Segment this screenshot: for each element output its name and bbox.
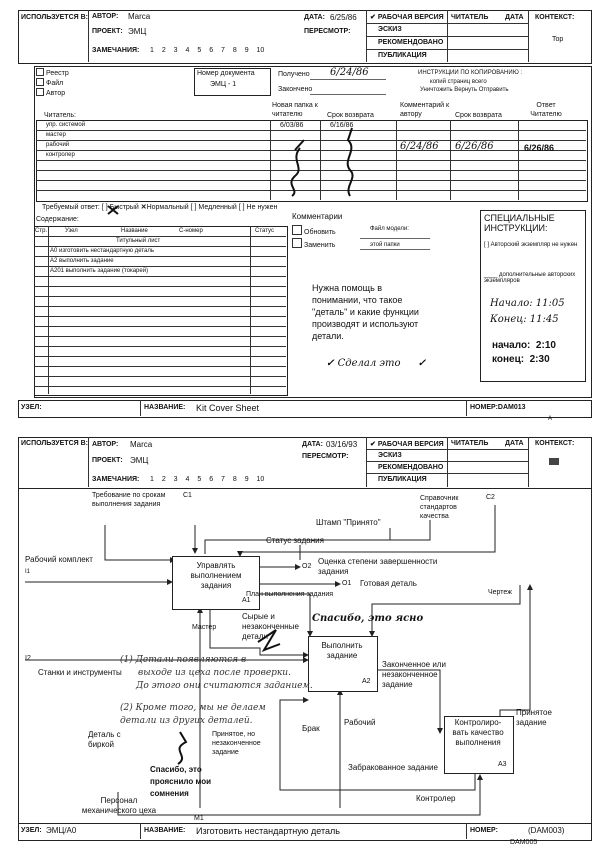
reader-label: ЧИТАТЕЛЬ <box>451 14 489 21</box>
status-publication[interactable]: ПУБЛИКАЦИЯ <box>378 476 427 483</box>
notes-numbers: 1 2 3 4 5 6 7 8 9 10 <box>150 47 265 54</box>
check-file[interactable]: Файл <box>36 78 63 87</box>
comments-date: 6/24/86 <box>400 141 439 152</box>
revision-label: ПЕРЕСМОТР: <box>304 28 351 35</box>
done-or-not-label: Законченное или незаконченное задание <box>382 660 446 689</box>
a2-number: A2 <box>362 678 371 685</box>
status-working[interactable]: ✔ РАБОЧАЯ ВЕРСИЯ <box>370 14 444 21</box>
note1b-hand: выходе из цеха после проверки. <box>138 668 291 678</box>
received-label: Получено <box>278 71 310 78</box>
return2-date: 6/26/86 <box>455 141 494 152</box>
col-answer: Ответ Читателю <box>530 102 562 118</box>
notes-label: ЗАМЕЧАНИЯ: <box>92 476 140 483</box>
comments-label: Комментарии <box>292 212 343 221</box>
reader-row: мастер <box>46 132 66 138</box>
kit-label: Рабочий комплект <box>25 555 93 564</box>
toc-row: А0 изготовить нестандартную деталь <box>50 248 155 254</box>
answer-required: Требуемый ответ: [ ] Быстрый ✕Нормальный [ ] Медленный [ ] Не нужен <box>42 204 278 211</box>
part-tag-label: Деталь с биркой <box>88 730 121 749</box>
col-return: Срок возврата <box>327 112 374 119</box>
node-label: УЗЕЛ: <box>21 404 42 411</box>
o2-label: O2 <box>302 563 312 570</box>
name-value: Kit Cover Sheet <box>196 403 260 413</box>
context-value: Top <box>552 36 564 43</box>
reader-row: контролер <box>46 152 75 158</box>
rejected-label: Забракованное задание <box>348 763 438 772</box>
start-time-hand: Начало: 11:05 <box>490 298 565 309</box>
return-date: 6/16/86 <box>330 122 354 129</box>
new-folder-date: 6/03/86 <box>280 122 304 129</box>
name-value: Изготовить нестандартную деталь <box>196 826 340 836</box>
received-value: 6/24/86 <box>330 67 369 78</box>
number-value-2: DAM005 <box>510 839 538 846</box>
date-value: 03/16/93 <box>326 440 358 449</box>
note2-hand: (2) Кроме того, мы не делаем детали из других деталей. <box>120 703 266 726</box>
project-label: ПРОЕКТ: <box>92 28 123 35</box>
check-author[interactable]: Автор <box>36 88 65 97</box>
i2-label: I2 <box>25 655 31 662</box>
staff-label: Персонал механического цеха <box>81 796 157 815</box>
check-registry[interactable]: Реестр <box>36 68 69 77</box>
toc-row: А2 выполнить задание <box>50 258 114 264</box>
doc-number-value: ЭМЦ - 1 <box>210 81 237 88</box>
col-return2: Срок возврата <box>455 112 502 119</box>
tools-label: Станки и инструменты <box>38 668 122 677</box>
status-draft[interactable]: ЭСКИЗ <box>378 26 402 33</box>
date-label: ДАТА: <box>304 14 325 21</box>
copy-instructions-line2: Уничтожить Вернуть Отправить <box>420 87 509 93</box>
name-label: НАЗВАНИЕ: <box>144 827 186 834</box>
o1-label: O1 <box>342 580 352 587</box>
worker-label: Рабочий <box>344 718 376 727</box>
ready-label: Готовая деталь <box>360 579 417 588</box>
reader-date-label: ДАТА <box>505 14 524 21</box>
m1-label: M1 <box>194 815 204 822</box>
handwritten-note: Нужна помощь в понимании, что такое "деталь" и какие функции производят и используют детали. <box>312 283 419 341</box>
status-label: Статус задания <box>266 536 324 545</box>
special-a: [ ] Авторский экземпляр не нужен <box>484 242 578 248</box>
reader-date-label: ДАТА <box>505 440 524 447</box>
name-label: НАЗВАНИЕ: <box>144 404 186 411</box>
reader-label: ЧИТАТЕЛЬ <box>451 440 489 447</box>
eval-label: Оценка степени завершенности задания <box>318 557 438 576</box>
doc-number-label: Номер документа <box>197 70 255 77</box>
toc-row: А201 выполнить задание (токарей) <box>50 268 149 274</box>
comments-replace[interactable]: Заменить <box>292 238 335 249</box>
thanks2-hand: Спасибо, это прояснило мои сомнения <box>150 765 212 798</box>
number-label: НОМЕР: <box>470 827 498 834</box>
reader-row: упр. системой <box>46 122 86 128</box>
date-label: ДАТА: <box>302 441 323 448</box>
c1-label: C1 <box>183 492 192 499</box>
node-value: ЭМЦ/А0 <box>46 826 77 835</box>
special-b: ____ дополнительные авторских экземпляров <box>484 272 576 284</box>
author-value: Marca <box>128 12 151 21</box>
toc-subheader: Титульный лист <box>116 238 161 244</box>
a2-title: Выполнить задание <box>321 641 363 660</box>
answer-date: 6/26/86 <box>524 143 555 153</box>
author-value: Marca <box>130 440 153 449</box>
node-label: УЗЕЛ: <box>21 827 42 834</box>
done-note: ✓ Сделал это ✓ <box>326 358 427 369</box>
a1-title: Управлять выполнением задания <box>190 561 242 590</box>
context-label: КОНТЕКСТ: <box>535 440 575 447</box>
finished-label: Закончено <box>278 86 313 93</box>
c2-label: C2 <box>486 494 495 501</box>
status-recommended[interactable]: РЕКОМЕНДОВАНО <box>378 39 444 46</box>
start-time: начало: 2:10 <box>492 340 556 351</box>
ref-label: Справочник стандартов качества <box>420 495 459 520</box>
status-draft[interactable]: ЭСКИЗ <box>378 452 402 459</box>
status-publication[interactable]: ПУБЛИКАЦИЯ <box>378 52 427 59</box>
notes-label: ЗАМЕЧАНИЯ: <box>92 47 140 54</box>
project-value: ЭМЦ <box>130 456 149 465</box>
controller-label: Контролер <box>416 794 456 803</box>
project-value: ЭМЦ <box>128 27 147 36</box>
author-label: АВТОР: <box>92 441 119 448</box>
footer-small: A <box>548 416 553 422</box>
accepted-nf-label: Принятое, но незаконченное задание <box>212 731 261 756</box>
master-label: Мастер <box>192 624 217 631</box>
stamp-label: Штамп "Принято" <box>316 518 381 527</box>
a3-number: A3 <box>498 761 507 768</box>
defect-label: Брак <box>302 724 320 733</box>
status-recommended[interactable]: РЕКОМЕНДОВАНО <box>378 464 444 471</box>
number-value: (DAM003) <box>528 826 565 835</box>
raw-label: Сырые и незаконченные детали <box>242 612 299 641</box>
model-file-label: Файл модели: <box>370 226 409 232</box>
note1-hand: (1) Детали появляются в <box>120 655 247 665</box>
notes-numbers: 1 2 3 4 5 6 7 8 9 10 <box>150 476 265 483</box>
plan-label: План выполнения задания <box>246 591 334 598</box>
toc-header: Стр. Узел Название С-номер Статус <box>35 228 274 234</box>
drawing-label: Чертеж <box>488 589 512 596</box>
i1-label: I1 <box>25 569 31 575</box>
special-title: СПЕЦИАЛЬНЫЕ ИНСТРУКЦИИ: <box>484 213 555 233</box>
revision-label: ПЕРЕСМОТР: <box>302 453 349 460</box>
col-comments: Комментарий к автору <box>400 102 450 118</box>
accepted-label: Принятое задание <box>516 708 552 727</box>
date-value: 6/25/86 <box>330 13 357 22</box>
contents-label: Содержание: <box>36 216 79 223</box>
end-time: конец: 2:30 <box>492 354 550 365</box>
col-new-folder: Новая папка к читателю <box>272 102 318 118</box>
this-folder-label: этой папки <box>370 242 400 248</box>
a3-title: Контролиро-вать качество выполнения <box>452 718 504 747</box>
project-label: ПРОЕКТ: <box>92 457 123 464</box>
note1c-hand: До этого они считаются заданием. <box>136 681 313 691</box>
reader-row: рабочий <box>46 142 70 148</box>
thanks1-hand: Спасибо, это ясно <box>312 613 424 624</box>
context-label: КОНТЕКСТ: <box>535 14 575 21</box>
comments-update[interactable]: Обновить <box>292 225 336 236</box>
a1-number: A1 <box>242 597 251 604</box>
copy-instructions-title: ИНСТРУКЦИИ ПО КОПИРОВАНИЮ : <box>418 70 523 76</box>
used-at-label: ИСПОЛЬЗУЕТСЯ В: <box>21 440 88 447</box>
author-label: АВТОР: <box>92 13 119 20</box>
end-time-hand: Конец: 11:45 <box>490 314 559 325</box>
status-working[interactable]: ✔ РАБОЧАЯ ВЕРСИЯ <box>370 441 444 448</box>
copy-instructions-line1: копий страниц всего <box>430 79 487 85</box>
number-label: НОМЕР:DAM013 <box>470 404 526 411</box>
used-at-label: ИСПОЛЬЗУЕТСЯ В: <box>21 14 88 21</box>
req-label: Требование по срокам выполнения задания <box>92 492 166 508</box>
readers-label: Читатель: <box>44 112 76 119</box>
